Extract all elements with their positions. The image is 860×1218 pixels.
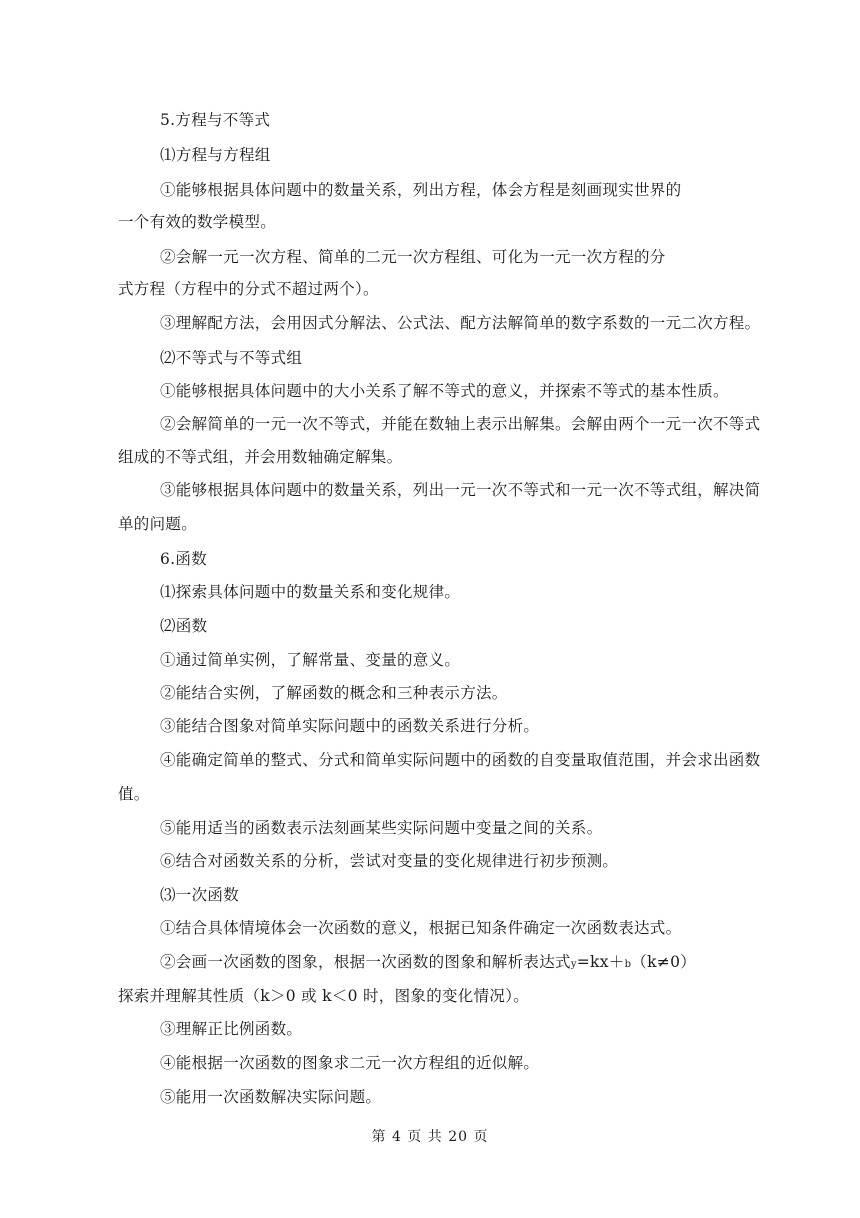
expression-middle: =kx＋ xyxy=(576,953,625,971)
text-line: ⑥结合对函数关系的分析，尝试对变量的变化规律进行初步预测。 xyxy=(160,852,619,870)
text-line: ③能够根据具体问题中的数量关系，列出一元一次不等式和一元一次不等式组，解决简 xyxy=(160,481,761,499)
text-line: ①通过简单实例，了解常量、变量的意义。 xyxy=(160,651,461,669)
text-line: ①结合具体情境体会一次函数的意义，根据已知条件确定一次函数表达式。 xyxy=(160,919,682,937)
text-line: ③理解正比例函数。 xyxy=(160,1020,303,1038)
text-line: ①能够根据具体问题中的数量关系，列出方程，体会方程是刻画现实世界的 xyxy=(160,181,682,199)
text-line: ②会解简单的一元一次不等式，并能在数轴上表示出解集。会解由两个一元一次不等式 xyxy=(160,415,761,433)
text-line: ④能根据一次函数的图象求二元一次方程组的近似解。 xyxy=(160,1054,540,1072)
text-line: 式方程（方程中的分式不超过两个）。 xyxy=(118,280,379,298)
subsection-heading-inequalities: ⑵不等式与不等式组 xyxy=(160,349,303,367)
text-line: 探索并理解其性质（k＞0 或 k＜0 时，图象的变化情况）。 xyxy=(118,987,530,1005)
subsection-heading-equations: ⑴方程与方程组 xyxy=(160,146,271,164)
expression-prefix: ②会画一次函数的图象，根据一次函数的图象和解析表达式 xyxy=(160,953,571,971)
expression-suffix: （k≠0） xyxy=(631,953,697,971)
expression-y-subscript: y xyxy=(570,959,577,970)
section-heading-equations: 5.方程与不等式 xyxy=(160,111,271,129)
text-line: ⑤能用适当的函数表示法刻画某些实际问题中变量之间的关系。 xyxy=(160,819,603,837)
expression-b-subscript: b xyxy=(624,959,632,970)
text-line: 单的问题。 xyxy=(118,515,198,533)
text-line: ②会解一元一次方程、简单的二元一次方程组、可化为一元一次方程的分 xyxy=(160,248,666,266)
text-line: ③理解配方法，会用因式分解法、公式法、配方法解简单的数字系数的一元二次方程。 xyxy=(160,314,761,332)
text-line: ④能确定简单的整式、分式和简单实际问题中的函数的自变量取值范围，并会求出函数 xyxy=(160,751,761,769)
text-line: ⑤能用一次函数解决实际问题。 xyxy=(160,1088,382,1106)
subsection-heading-functions: ⑵函数 xyxy=(160,617,208,635)
text-line: ⑴探索具体问题中的数量关系和变化规律。 xyxy=(160,583,461,601)
text-line: 值。 xyxy=(118,785,150,803)
text-line: 一个有效的数学模型。 xyxy=(118,213,277,231)
text-line: ②能结合实例，了解函数的概念和三种表示方法。 xyxy=(160,684,508,702)
text-line: 组成的不等式组，并会用数轴确定解集。 xyxy=(118,448,403,466)
text-line: ①能够根据具体问题中的大小关系了解不等式的意义，并探索不等式的基本性质。 xyxy=(160,382,729,400)
section-heading-functions: 6.函数 xyxy=(160,550,207,568)
page-footer: 第 4 页 共 20 页 xyxy=(371,1129,489,1145)
subsection-heading-linear-function: ⑶一次函数 xyxy=(160,886,240,904)
text-line: ③能结合图象对简单实际问题中的函数关系进行分析。 xyxy=(160,717,540,735)
linear-function-expression-line xyxy=(160,952,696,975)
